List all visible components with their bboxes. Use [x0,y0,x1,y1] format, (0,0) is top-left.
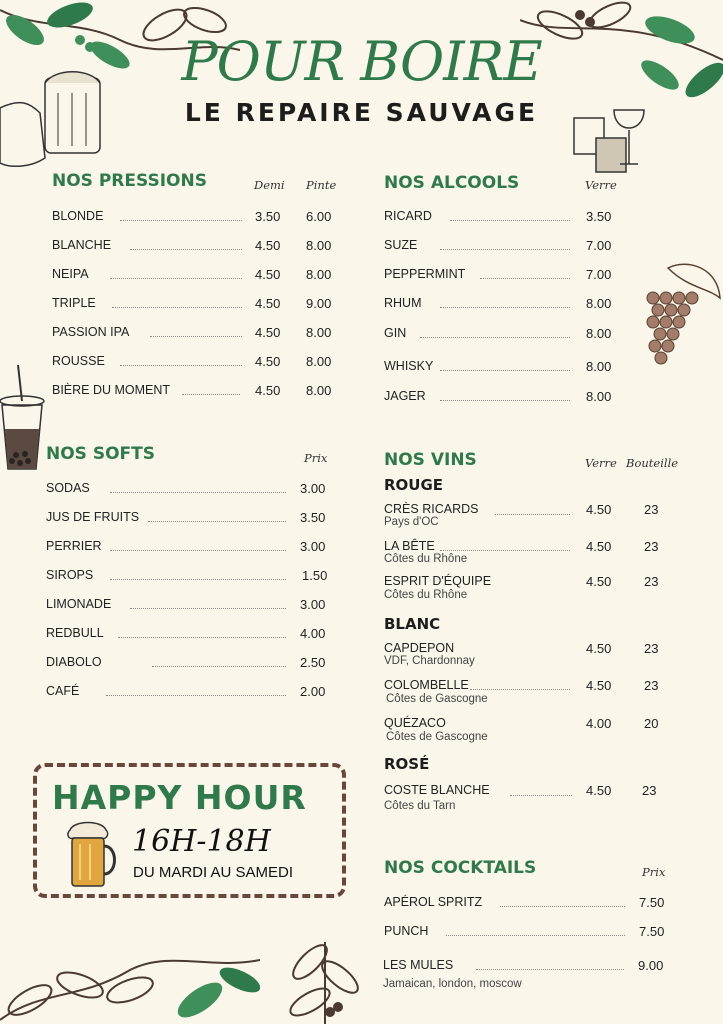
dotted-leader [510,795,572,796]
price: 3.00 [300,481,326,496]
menu-item-name: ROUSSE [52,354,105,368]
menu-title: POUR BOIRE [181,30,542,93]
dotted-leader [152,666,286,667]
price-verre: 4.50 [586,574,612,589]
wine-name: CAPDEPON [384,641,455,655]
price-bouteille: 23 [642,783,657,798]
menu-item-name: CAFÉ [46,684,80,698]
dotted-leader [110,278,242,279]
price-verre: 7.00 [586,267,612,282]
price-verre: 3.50 [586,209,612,224]
menu-item-name: SODAS [46,481,90,495]
price: 2.50 [300,655,326,670]
column-header-verre: Verre [585,456,617,470]
dotted-leader [110,579,286,580]
price-pinte: 8.00 [306,354,332,369]
menu-item-name: APÉROL SPRITZ [384,895,483,909]
dotted-leader [476,969,624,970]
price-bouteille: 23 [644,641,659,656]
dotted-leader [110,492,286,493]
menu-item-name: TRIPLE [52,296,96,310]
price-pinte: 8.00 [306,267,332,282]
dotted-leader [148,521,286,522]
section-title: NOS VINS [384,450,477,470]
menu-item-name: REDBULL [46,626,104,640]
dotted-leader [446,935,625,936]
price-verre: 8.00 [586,389,612,404]
price-verre: 8.00 [586,359,612,374]
wine-name: ESPRIT D'ÉQUIPE [384,574,492,588]
wine-origin: Côtes du Rhône [384,553,468,565]
column-header-demi: Demi [254,178,285,192]
price: 1.50 [302,568,328,583]
dotted-leader [500,906,625,907]
wine-category-rouge: ROUGE [384,476,444,494]
dotted-leader [450,220,570,221]
price-pinte: 8.00 [306,325,332,340]
wine-origin: Côtes du Rhône [384,589,468,601]
dotted-leader [120,220,242,221]
column-header-verre: Verre [585,178,617,192]
menu-item-name: BLANCHE [52,238,112,252]
wine-origin: VDF, Chardonnay [384,655,475,667]
dotted-leader [440,550,570,551]
dotted-leader [106,695,286,696]
dotted-leader [150,336,242,337]
menu-item-name: BIÈRE DU MOMENT [52,383,171,397]
price-verre: 4.50 [586,539,612,554]
grapes-icon [628,258,723,368]
column-header-bouteille: Bouteille [626,456,679,470]
menu-item-name: WHISKY [384,359,434,373]
menu-item-name: LES MULES [383,958,454,972]
cocktail-description: Jamaican, london, moscow [383,978,522,990]
price-demi: 4.50 [255,354,281,369]
wine-name: CRÈS RICARDS [384,502,479,516]
dotted-leader [440,249,570,250]
menu-item-name: JAGER [384,389,426,403]
menu-item-name: SUZE [384,238,418,252]
price: 3.00 [300,597,326,612]
dotted-leader [440,400,570,401]
wine-name: COLOMBELLE [384,678,469,692]
menu-item-name: RHUM [384,296,422,310]
price-pinte: 8.00 [306,238,332,253]
price-verre: 7.00 [586,238,612,253]
section-title: NOS ALCOOLS [384,173,520,193]
section-title: NOS PRESSIONS [52,171,207,191]
price: 3.50 [300,510,326,525]
wine-origin: Pays d'OC [384,516,439,528]
price-demi: 4.50 [255,296,281,311]
dotted-leader [495,514,570,515]
menu-item-name: LIMONADE [46,597,112,611]
wine-category-blanc: BLANC [384,615,441,633]
wine-category-rose: ROSÉ [384,755,430,773]
wine-origin: Côtes du Tarn [384,800,456,812]
price-bouteille: 23 [644,539,659,554]
price-demi: 4.50 [255,325,281,340]
dotted-leader [110,550,286,551]
price-demi: 4.50 [255,383,281,398]
wine-origin: Côtes de Gascogne [386,693,488,705]
menu-subtitle: LE REPAIRE SAUVAGE [184,98,539,127]
menu-item-name: PERRIER [46,539,102,553]
price-pinte: 8.00 [306,383,332,398]
wine-name: LA BÊTE [384,539,435,553]
happy-hour-title: HAPPY HOUR [52,778,307,817]
price: 4.00 [300,626,326,641]
price-bouteille: 23 [644,502,659,517]
dotted-leader [112,307,242,308]
price: 7.50 [639,895,665,910]
price-verre: 4.50 [586,641,612,656]
price-demi: 3.50 [255,209,281,224]
price-bouteille: 23 [644,574,659,589]
price-verre: 8.00 [586,326,612,341]
menu-item-name: SIROPS [46,568,94,582]
dotted-leader [420,337,570,338]
price-pinte: 9.00 [306,296,332,311]
section-title: NOS SOFTS [46,444,155,464]
dotted-leader [118,637,286,638]
price-bouteille: 23 [644,678,659,693]
menu-item-name: PUNCH [384,924,429,938]
price-pinte: 6.00 [306,209,332,224]
dotted-leader [440,370,570,371]
price-demi: 4.50 [255,238,281,253]
dotted-leader [120,365,242,366]
menu-item-name: BLONDE [52,209,104,223]
price: 2.00 [300,684,326,699]
column-header-pinte: Pinte [306,178,337,192]
price-verre: 4.00 [586,716,612,731]
dotted-leader [470,689,570,690]
price-demi: 4.50 [255,267,281,282]
price-verre: 8.00 [586,296,612,311]
bubble-tea-icon [0,365,48,473]
column-header-prix: Prix [642,865,666,879]
leaf-branch-bottom-left-icon [0,930,260,1024]
menu-item-name: JUS DE FRUITS [46,510,140,524]
price-verre: 4.50 [586,678,612,693]
dotted-leader [130,249,242,250]
dotted-leader [182,394,240,395]
happy-hour-hours: 16H-18H [132,824,271,859]
price-bouteille: 20 [644,716,659,731]
price: 7.50 [639,924,665,939]
menu-item-name: RICARD [384,209,432,223]
happy-hour-days: DU MARDI AU SAMEDI [133,864,294,881]
menu-item-name: PEPPERMINT [384,267,466,281]
menu-item-name: NEIPA [52,267,89,281]
dotted-leader [440,307,570,308]
section-title: NOS COCKTAILS [384,858,537,878]
menu-item-name: PASSION IPA [52,325,130,339]
column-header-prix: Prix [304,451,328,465]
price: 3.00 [300,539,326,554]
price-verre: 4.50 [586,783,612,798]
wine-origin: Côtes de Gascogne [386,731,488,743]
leaf-branch-bottom-center-icon [280,932,370,1024]
price: 9.00 [638,958,664,973]
wine-name: COSTE BLANCHE [384,783,490,797]
dotted-leader [480,278,570,279]
menu-item-name: GIN [384,326,407,340]
price-verre: 4.50 [586,502,612,517]
dotted-leader [130,608,286,609]
beer-mug-icon [66,820,122,890]
wine-name: QUÉZACO [384,716,446,730]
menu-item-name: DIABOLO [46,655,102,669]
